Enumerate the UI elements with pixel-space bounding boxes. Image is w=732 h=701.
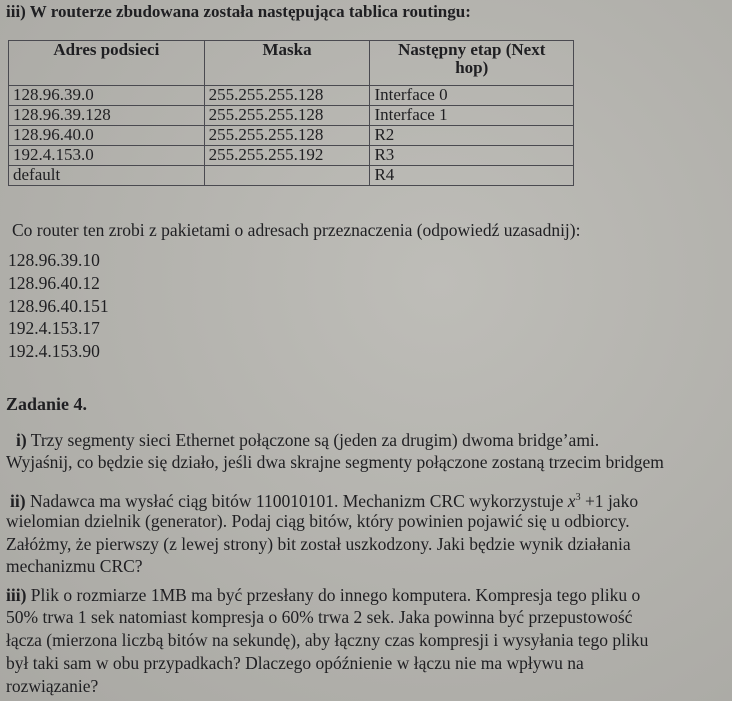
- header-next-hop-line1: Następny etap (Next: [398, 40, 546, 59]
- poly-x: x: [567, 490, 576, 511]
- question-text: Co router ten zrobi z pakietami o adresach przeznaczenia (odpowiedź uzasadnij):: [12, 220, 581, 240]
- table-row: [9, 86, 574, 106]
- header-subnet: Adres podsieci: [9, 41, 205, 86]
- destination-address: 128.96.40.151: [8, 296, 109, 316]
- p3-line3: łącza (mierzona liczbą bitów na sekundę), aby łączny czas kompresji i wysyłania tego pliku: [6, 630, 649, 650]
- p3-line4: był taki sam w obu przypadkach? Dlaczego opóźnienie w łączu nie ma wpływu na: [6, 653, 584, 673]
- cell-subnet: default: [9, 166, 205, 186]
- cell-next-hop: Interface 0: [370, 86, 574, 106]
- p1-line1-text: Trzy segmenty sieci Ethernet połączone są (jeden za drugim) dwoma bridge’ami.: [30, 430, 600, 450]
- cell-subnet: 192.4.153.0: [9, 146, 205, 166]
- p3-number: iii): [6, 585, 27, 605]
- cell-next-hop: Interface 1: [370, 106, 574, 126]
- p3-line5: rozwiązanie?: [6, 676, 99, 696]
- cell-subnet: 128.96.39.0: [9, 86, 205, 106]
- p1-line1: [16, 430, 599, 451]
- poly-rest: +1: [584, 490, 604, 511]
- heading-number: iii): [6, 2, 26, 21]
- p2-number: ii): [10, 490, 26, 511]
- section-heading: [6, 2, 471, 22]
- p2-line1-text: Nadawca ma wysłać ciąg bitów 110010101. Mechanizm CRC wykorzystuje: [29, 490, 564, 511]
- destination-address: 128.96.39.10: [8, 250, 100, 270]
- table-row: [9, 146, 574, 166]
- destination-address: 128.96.40.12: [8, 273, 100, 293]
- table-row: [9, 106, 574, 126]
- cell-mask: 255.255.255.128: [204, 126, 370, 146]
- heading-text: W routerze zbudowana została następująca tablica routingu:: [29, 2, 471, 21]
- cell-mask: 255.255.255.128: [204, 86, 370, 106]
- p2-line2: wielomian dzielnik (generator). Podaj ciąg bitów, który powinien pojawić się u odbiorcy.: [6, 511, 630, 531]
- cell-mask: 255.255.255.192: [204, 146, 370, 166]
- cell-mask: 255.255.255.128: [204, 106, 370, 126]
- destination-address: 192.4.153.90: [8, 341, 100, 361]
- p2-line1-end: jako: [607, 490, 639, 511]
- p2-line4: mechanizmu CRC?: [6, 556, 143, 576]
- p1-line2: Wyjaśnij, co będzie się działo, jeśli dwa skrajne segmenty połączone zostaną trzecim bridgem: [6, 452, 664, 472]
- cell-subnet: 128.96.39.128: [9, 106, 205, 126]
- destination-address: 192.4.153.17: [8, 318, 100, 338]
- task-title: Zadanie 4.: [6, 394, 88, 414]
- table-row: [9, 126, 574, 146]
- p2-line3: Załóżmy, że pierwszy (z lewej strony) bit został uszkodzony. Jaki będzie wynik działania: [6, 534, 631, 554]
- p2-line1: [10, 487, 638, 512]
- p3-line1-text: Plik o rozmiarze 1MB ma być przesłany do innego komputera. Kompresja tego pliku o: [30, 585, 641, 605]
- routing-table: [8, 40, 574, 186]
- header-next-hop: [370, 41, 574, 86]
- cell-mask: [204, 166, 370, 186]
- p1-number: i): [16, 430, 27, 450]
- cell-next-hop: R2: [370, 126, 574, 146]
- poly-exponent: 3: [575, 492, 581, 503]
- table-header-row: [9, 41, 574, 86]
- cell-next-hop: R3: [370, 146, 574, 166]
- table-row: [9, 166, 574, 186]
- p3-line1: [6, 585, 640, 606]
- cell-subnet: 128.96.40.0: [9, 126, 205, 146]
- header-next-hop-line2: hop): [455, 58, 489, 77]
- cell-next-hop: R4: [370, 166, 574, 186]
- header-mask: Maska: [204, 41, 370, 86]
- p3-line2: 50% trwa 1 sek natomiast kompresja o 60% trwa 2 sek. Jaka powinna być przepustowość: [6, 607, 633, 627]
